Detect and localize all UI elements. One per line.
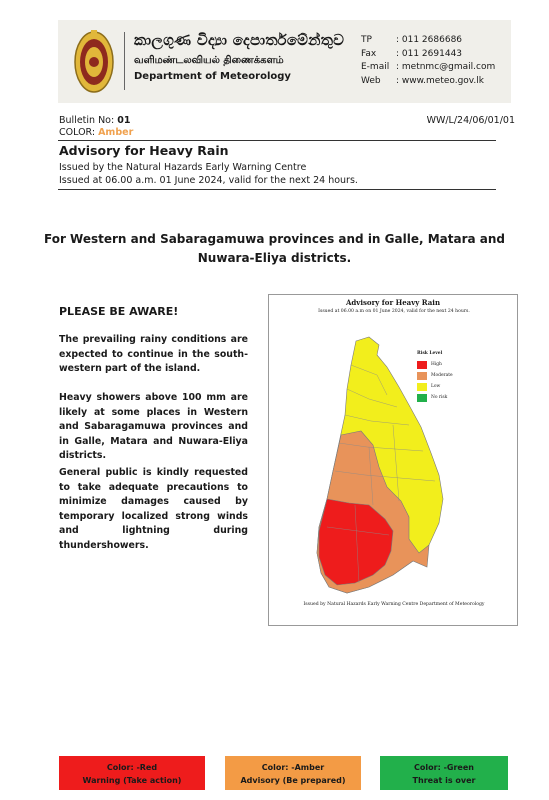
map-legend	[417, 351, 453, 403]
map-subtitle: Issued at 06.00 a.m on 01 June 2024, valid for the next 24 hours.	[318, 309, 470, 314]
bulletin-reference: WW/L/24/06/01/01	[426, 115, 515, 126]
contact-email[interactable]: E-mail : metnmc@gmail.com	[361, 62, 496, 73]
contact-block	[361, 34, 495, 88]
affected-areas-headline: For Western and Sabaragamuwa provinces and in Galle, Matara and Nuwara-Eliya districts.	[44, 232, 505, 265]
legend-high: High	[417, 359, 453, 370]
bottom-rule	[58, 189, 496, 190]
department-header	[58, 20, 511, 103]
header-divider	[124, 32, 125, 90]
paragraph-rainy-conditions: The prevailing rainy conditions are expected to continue in the south-western part of the island.	[59, 334, 248, 374]
sri-lanka-map	[269, 295, 519, 627]
issued-at: Issued at 06.00 a.m. 01 June 2024, valid for the next 24 hours.	[59, 175, 358, 186]
paragraph-heavy-showers: Heavy showers above 100 mm are likely at some places in Western and Sabaragamuwa provinces and in Galle, Matara and Nuwara-Eliya districts.	[59, 392, 248, 461]
department-emblem-icon	[72, 28, 116, 96]
legend-title: Risk Level	[417, 351, 443, 356]
footer-green-over: Color: -Green Threat is over	[380, 756, 508, 790]
risk-map	[268, 294, 518, 626]
map-title: Advisory for Heavy Rain	[345, 298, 441, 307]
top-rule	[58, 140, 496, 141]
footer-red-warning: Color: -Red Warning (Take action)	[59, 756, 205, 790]
issued-by: Issued by the Natural Hazards Early Warning Centre	[59, 162, 307, 173]
map-footer: Issued by Natural Hazards Early Warning Centre Department of Meteorology	[303, 602, 485, 607]
please-be-aware-heading: PLEASE BE AWARE!	[59, 305, 179, 318]
legend-low: Low	[417, 381, 453, 392]
bulletin-color: COLOR: Amber	[59, 127, 134, 138]
legend-no-risk: No risk	[417, 392, 453, 403]
contact-phone: TP : 011 2686686	[361, 35, 463, 45]
contact-web[interactable]: Web : www.meteo.gov.lk	[361, 75, 485, 86]
footer-amber-advisory: Color: -Amber Advisory (Be prepared)	[225, 756, 361, 790]
paragraph-precautions: General public is kindly requested to take adequate precautions to minimize damages caused by temporary localized strong winds and lightning during thundershowers.	[59, 467, 248, 551]
department-name-sinhala: කාලගුණ විද්‍යා දෙපාර්තමේන්තුව	[134, 31, 345, 49]
department-name-tamil: வளிமண்டலவியல் திணைக்களம்	[134, 55, 284, 66]
bulletin-number: Bulletin No: 01	[59, 115, 131, 126]
contact-fax: Fax : 011 2691443	[361, 48, 463, 59]
advisory-title: Advisory for Heavy Rain	[59, 143, 229, 158]
department-name-english: Department of Meteorology	[134, 71, 291, 82]
legend-moderate: Moderate	[417, 370, 453, 381]
